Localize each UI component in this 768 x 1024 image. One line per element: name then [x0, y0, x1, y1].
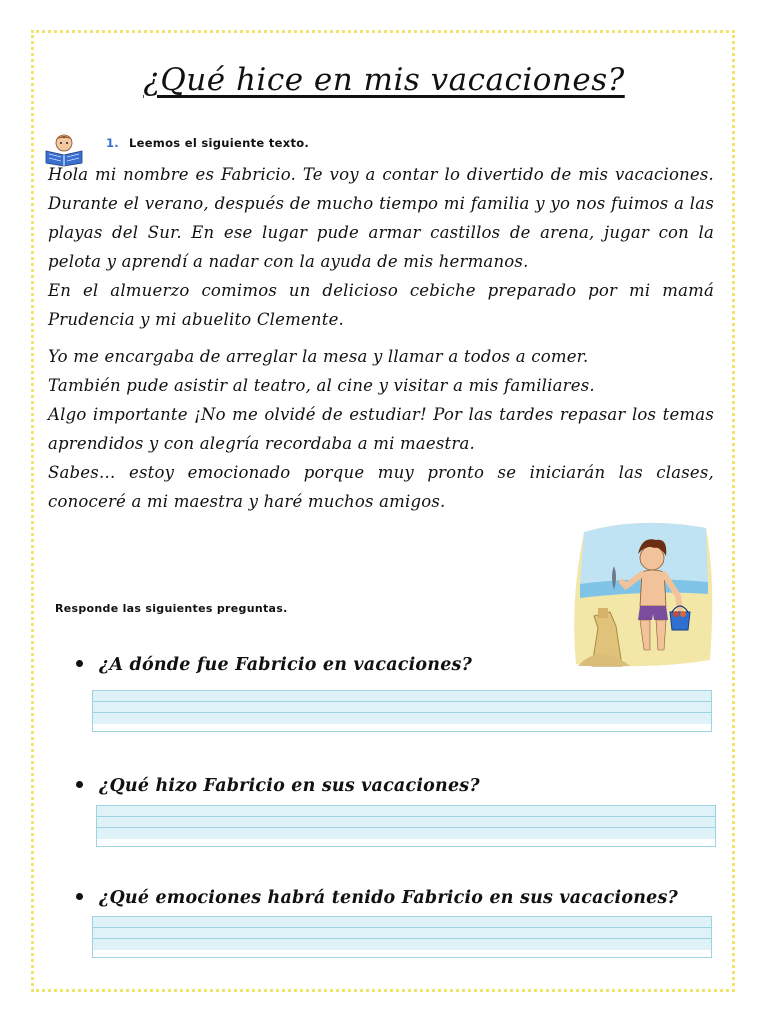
question-3	[76, 888, 678, 908]
answer-field-2[interactable]	[96, 805, 716, 847]
story-paragraph: En el almuerzo comimos un delicioso cebiche preparado por mi mamá Prudencia y mi abuelito Clemente.	[48, 281, 714, 329]
question-text: ¿A dónde fue Fabricio en vacaciones?	[99, 655, 473, 675]
question-1	[76, 655, 472, 675]
questions-instruction: Responde las siguientes preguntas.	[55, 602, 288, 615]
answer-field-1[interactable]	[92, 690, 712, 732]
story-text	[48, 160, 714, 516]
question-2	[76, 776, 480, 796]
story-paragraph: Algo importante ¡No me olvidé de estudiar! Por las tardes repasar los temas aprendidos y con alegría recordaba a mi maestra.	[48, 405, 714, 453]
reading-instruction	[106, 136, 309, 150]
story-paragraph: Yo me encargaba de arreglar la mesa y llamar a todos a comer.	[48, 347, 589, 366]
question-text: ¿Qué emociones habrá tenido Fabricio en sus vacaciones?	[99, 888, 678, 908]
instruction-number: 1.	[106, 136, 119, 150]
question-text: ¿Qué hizo Fabricio en sus vacaciones?	[99, 776, 480, 796]
page-title: ¿Qué hice en mis vacaciones?	[143, 62, 625, 98]
bullet-icon	[76, 781, 83, 788]
bullet-icon	[76, 893, 83, 900]
boy-at-beach-illustration	[570, 520, 716, 668]
story-paragraph: También pude asistir al teatro, al cine y visitar a mis familiares.	[48, 376, 595, 395]
answer-field-3[interactable]	[92, 916, 712, 958]
story-paragraph: Sabes… estoy emocionado porque muy pronto se iniciarán las clases, conoceré a mi maestra y haré muchos amigos.	[48, 463, 714, 511]
story-paragraph: Hola mi nombre es Fabricio. Te voy a contar lo divertido de mis vacaciones. Durante el verano, después de mucho tiempo mi familia y yo nos fuimos a las playas del Sur. En ese lugar pude armar castillos de arena, jugar con la pelota y aprendí a nadar con la ayuda de mis hermanos.	[48, 165, 714, 271]
instruction-text: Leemos el siguiente texto.	[128, 136, 310, 150]
bullet-icon	[76, 660, 83, 667]
